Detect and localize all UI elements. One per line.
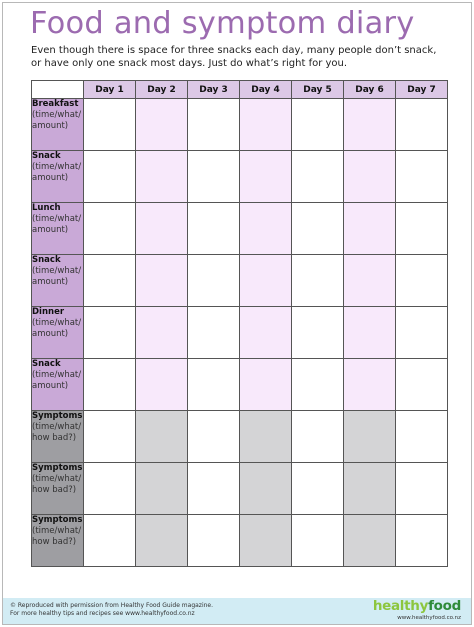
row-label bbox=[32, 151, 84, 203]
row-label-name: Dinner bbox=[32, 307, 65, 317]
row-label bbox=[32, 99, 84, 151]
diary-entry-cell[interactable] bbox=[344, 203, 396, 255]
diary-entry-cell[interactable] bbox=[344, 151, 396, 203]
diary-entry-cell[interactable] bbox=[292, 411, 344, 463]
row-label bbox=[32, 255, 84, 307]
row-label-name: Breakfast bbox=[32, 99, 79, 109]
diary-entry-cell[interactable] bbox=[240, 151, 292, 203]
credit-line-1: © Reproduced with permission from Healthy Food Guide magazine. bbox=[10, 602, 214, 609]
logo-healthy: healthy bbox=[372, 598, 429, 614]
diary-entry-cell[interactable] bbox=[344, 359, 396, 411]
row-label-name: Symptoms bbox=[32, 515, 83, 525]
day-header: Day 2 bbox=[136, 81, 188, 99]
diary-entry-cell[interactable] bbox=[240, 359, 292, 411]
diary-entry-cell[interactable] bbox=[292, 151, 344, 203]
diary-entry-cell[interactable] bbox=[188, 463, 240, 515]
diary-entry-cell[interactable] bbox=[84, 151, 136, 203]
intro-line-1: Even though there is space for three snacks each day, many people don’t snack, bbox=[31, 45, 437, 56]
diary-entry-cell[interactable] bbox=[188, 151, 240, 203]
row-label-detail: (time/what/ bbox=[32, 370, 82, 380]
diary-entry-cell[interactable] bbox=[396, 255, 448, 307]
diary-entry-cell[interactable] bbox=[136, 515, 188, 567]
diary-entry-cell[interactable] bbox=[188, 99, 240, 151]
diary-entry-cell[interactable] bbox=[396, 463, 448, 515]
diary-entry-cell[interactable] bbox=[396, 151, 448, 203]
diary-entry-cell[interactable] bbox=[188, 359, 240, 411]
diary-entry-cell[interactable] bbox=[136, 463, 188, 515]
diary-entry-cell[interactable] bbox=[136, 359, 188, 411]
row-label-detail: how bad?) bbox=[32, 433, 77, 443]
row-label-detail: (time/what/ bbox=[32, 110, 82, 120]
diary-entry-cell[interactable] bbox=[396, 307, 448, 359]
row-label-detail: amount) bbox=[32, 173, 69, 183]
row-label-detail: how bad?) bbox=[32, 537, 77, 547]
diary-entry-cell[interactable] bbox=[240, 99, 292, 151]
row-label-detail: (time/what/ bbox=[32, 318, 82, 328]
row-label bbox=[32, 359, 84, 411]
row-label-detail: amount) bbox=[32, 277, 69, 287]
diary-entry-cell[interactable] bbox=[292, 359, 344, 411]
diary-entry-cell[interactable] bbox=[136, 151, 188, 203]
diary-row bbox=[32, 463, 448, 515]
diary-row bbox=[32, 359, 448, 411]
intro-text bbox=[31, 44, 451, 70]
diary-row bbox=[32, 307, 448, 359]
diary-row bbox=[32, 515, 448, 567]
corner-cell bbox=[32, 81, 84, 99]
day-header: Day 4 bbox=[240, 81, 292, 99]
diary-entry-cell[interactable] bbox=[344, 411, 396, 463]
row-label-detail: amount) bbox=[32, 225, 69, 235]
footer-bar bbox=[3, 598, 471, 624]
diary-entry-cell[interactable] bbox=[396, 411, 448, 463]
diary-entry-cell[interactable] bbox=[396, 203, 448, 255]
diary-entry-cell[interactable] bbox=[240, 307, 292, 359]
row-label-detail: (time/what/ bbox=[32, 422, 82, 432]
diary-row bbox=[32, 203, 448, 255]
row-label-detail: (time/what/ bbox=[32, 526, 82, 536]
diary-row bbox=[32, 151, 448, 203]
healthyfood-logo bbox=[373, 598, 461, 614]
diary-entry-cell[interactable] bbox=[84, 255, 136, 307]
row-label-name: Snack bbox=[32, 151, 61, 161]
diary-entry-cell[interactable] bbox=[396, 99, 448, 151]
footer-site: www.healthyfood.co.nz bbox=[397, 615, 461, 621]
footer-credits bbox=[10, 602, 213, 618]
diary-entry-cell[interactable] bbox=[292, 99, 344, 151]
row-label-detail: how bad?) bbox=[32, 485, 77, 495]
diary-entry-cell[interactable] bbox=[84, 411, 136, 463]
diary-entry-cell[interactable] bbox=[84, 463, 136, 515]
diary-entry-cell[interactable] bbox=[188, 411, 240, 463]
diary-entry-cell[interactable] bbox=[136, 99, 188, 151]
diary-row bbox=[32, 411, 448, 463]
diary-entry-cell[interactable] bbox=[188, 255, 240, 307]
diary-entry-cell[interactable] bbox=[292, 203, 344, 255]
diary-entry-cell[interactable] bbox=[240, 255, 292, 307]
diary-entry-cell[interactable] bbox=[344, 307, 396, 359]
diary-entry-cell[interactable] bbox=[136, 203, 188, 255]
diary-entry-cell[interactable] bbox=[188, 515, 240, 567]
row-label-name: Lunch bbox=[32, 203, 61, 213]
diary-entry-cell[interactable] bbox=[344, 515, 396, 567]
diary-entry-cell[interactable] bbox=[292, 307, 344, 359]
day-header: Day 7 bbox=[396, 81, 448, 99]
diary-entry-cell[interactable] bbox=[240, 463, 292, 515]
credit-line-2: For more healthy tips and recipes see www.healthyfood.co.nz bbox=[10, 610, 195, 617]
day-header: Day 6 bbox=[344, 81, 396, 99]
diary-entry-cell[interactable] bbox=[396, 359, 448, 411]
diary-entry-cell[interactable] bbox=[292, 255, 344, 307]
row-label bbox=[32, 307, 84, 359]
row-label bbox=[32, 463, 84, 515]
diary-entry-cell[interactable] bbox=[344, 99, 396, 151]
day-header: Day 3 bbox=[188, 81, 240, 99]
row-label-detail: amount) bbox=[32, 381, 69, 391]
row-label-name: Snack bbox=[32, 359, 61, 369]
diary-entry-cell[interactable] bbox=[136, 255, 188, 307]
diary-entry-cell[interactable] bbox=[84, 515, 136, 567]
diary-entry-cell[interactable] bbox=[240, 515, 292, 567]
row-label bbox=[32, 411, 84, 463]
diary-row bbox=[32, 255, 448, 307]
diary-entry-cell[interactable] bbox=[344, 463, 396, 515]
diary-entry-cell[interactable] bbox=[396, 515, 448, 567]
row-label-detail: amount) bbox=[32, 329, 69, 339]
diary-entry-cell[interactable] bbox=[84, 359, 136, 411]
row-label-detail: (time/what/ bbox=[32, 214, 82, 224]
diary-entry-cell[interactable] bbox=[188, 307, 240, 359]
diary-entry-cell[interactable] bbox=[292, 463, 344, 515]
page-title: Food and symptom diary bbox=[30, 6, 415, 41]
row-label-name: Symptoms bbox=[32, 463, 83, 473]
intro-line-2: or have only one snack most days. Just do what’s right for you. bbox=[31, 58, 348, 69]
diary-entry-cell[interactable] bbox=[84, 203, 136, 255]
diary-entry-cell[interactable] bbox=[84, 99, 136, 151]
row-label-detail: (time/what/ bbox=[32, 266, 82, 276]
day-header: Day 5 bbox=[292, 81, 344, 99]
header-row bbox=[32, 81, 448, 99]
row-label bbox=[32, 515, 84, 567]
diary-entry-cell[interactable] bbox=[84, 307, 136, 359]
row-label-detail: (time/what/ bbox=[32, 162, 82, 172]
diary-entry-cell[interactable] bbox=[136, 411, 188, 463]
row-label-detail: amount) bbox=[32, 121, 69, 131]
row-label-name: Snack bbox=[32, 255, 61, 265]
diary-entry-cell[interactable] bbox=[240, 203, 292, 255]
diary-row bbox=[32, 99, 448, 151]
row-label-detail: (time/what/ bbox=[32, 474, 82, 484]
row-label-name: Symptoms bbox=[32, 411, 83, 421]
diary-table bbox=[31, 80, 448, 567]
diary-entry-cell[interactable] bbox=[188, 203, 240, 255]
diary-entry-cell[interactable] bbox=[136, 307, 188, 359]
diary-entry-cell[interactable] bbox=[292, 515, 344, 567]
diary-entry-cell[interactable] bbox=[240, 411, 292, 463]
diary-entry-cell[interactable] bbox=[344, 255, 396, 307]
logo-food: food bbox=[428, 598, 461, 614]
day-header: Day 1 bbox=[84, 81, 136, 99]
row-label bbox=[32, 203, 84, 255]
